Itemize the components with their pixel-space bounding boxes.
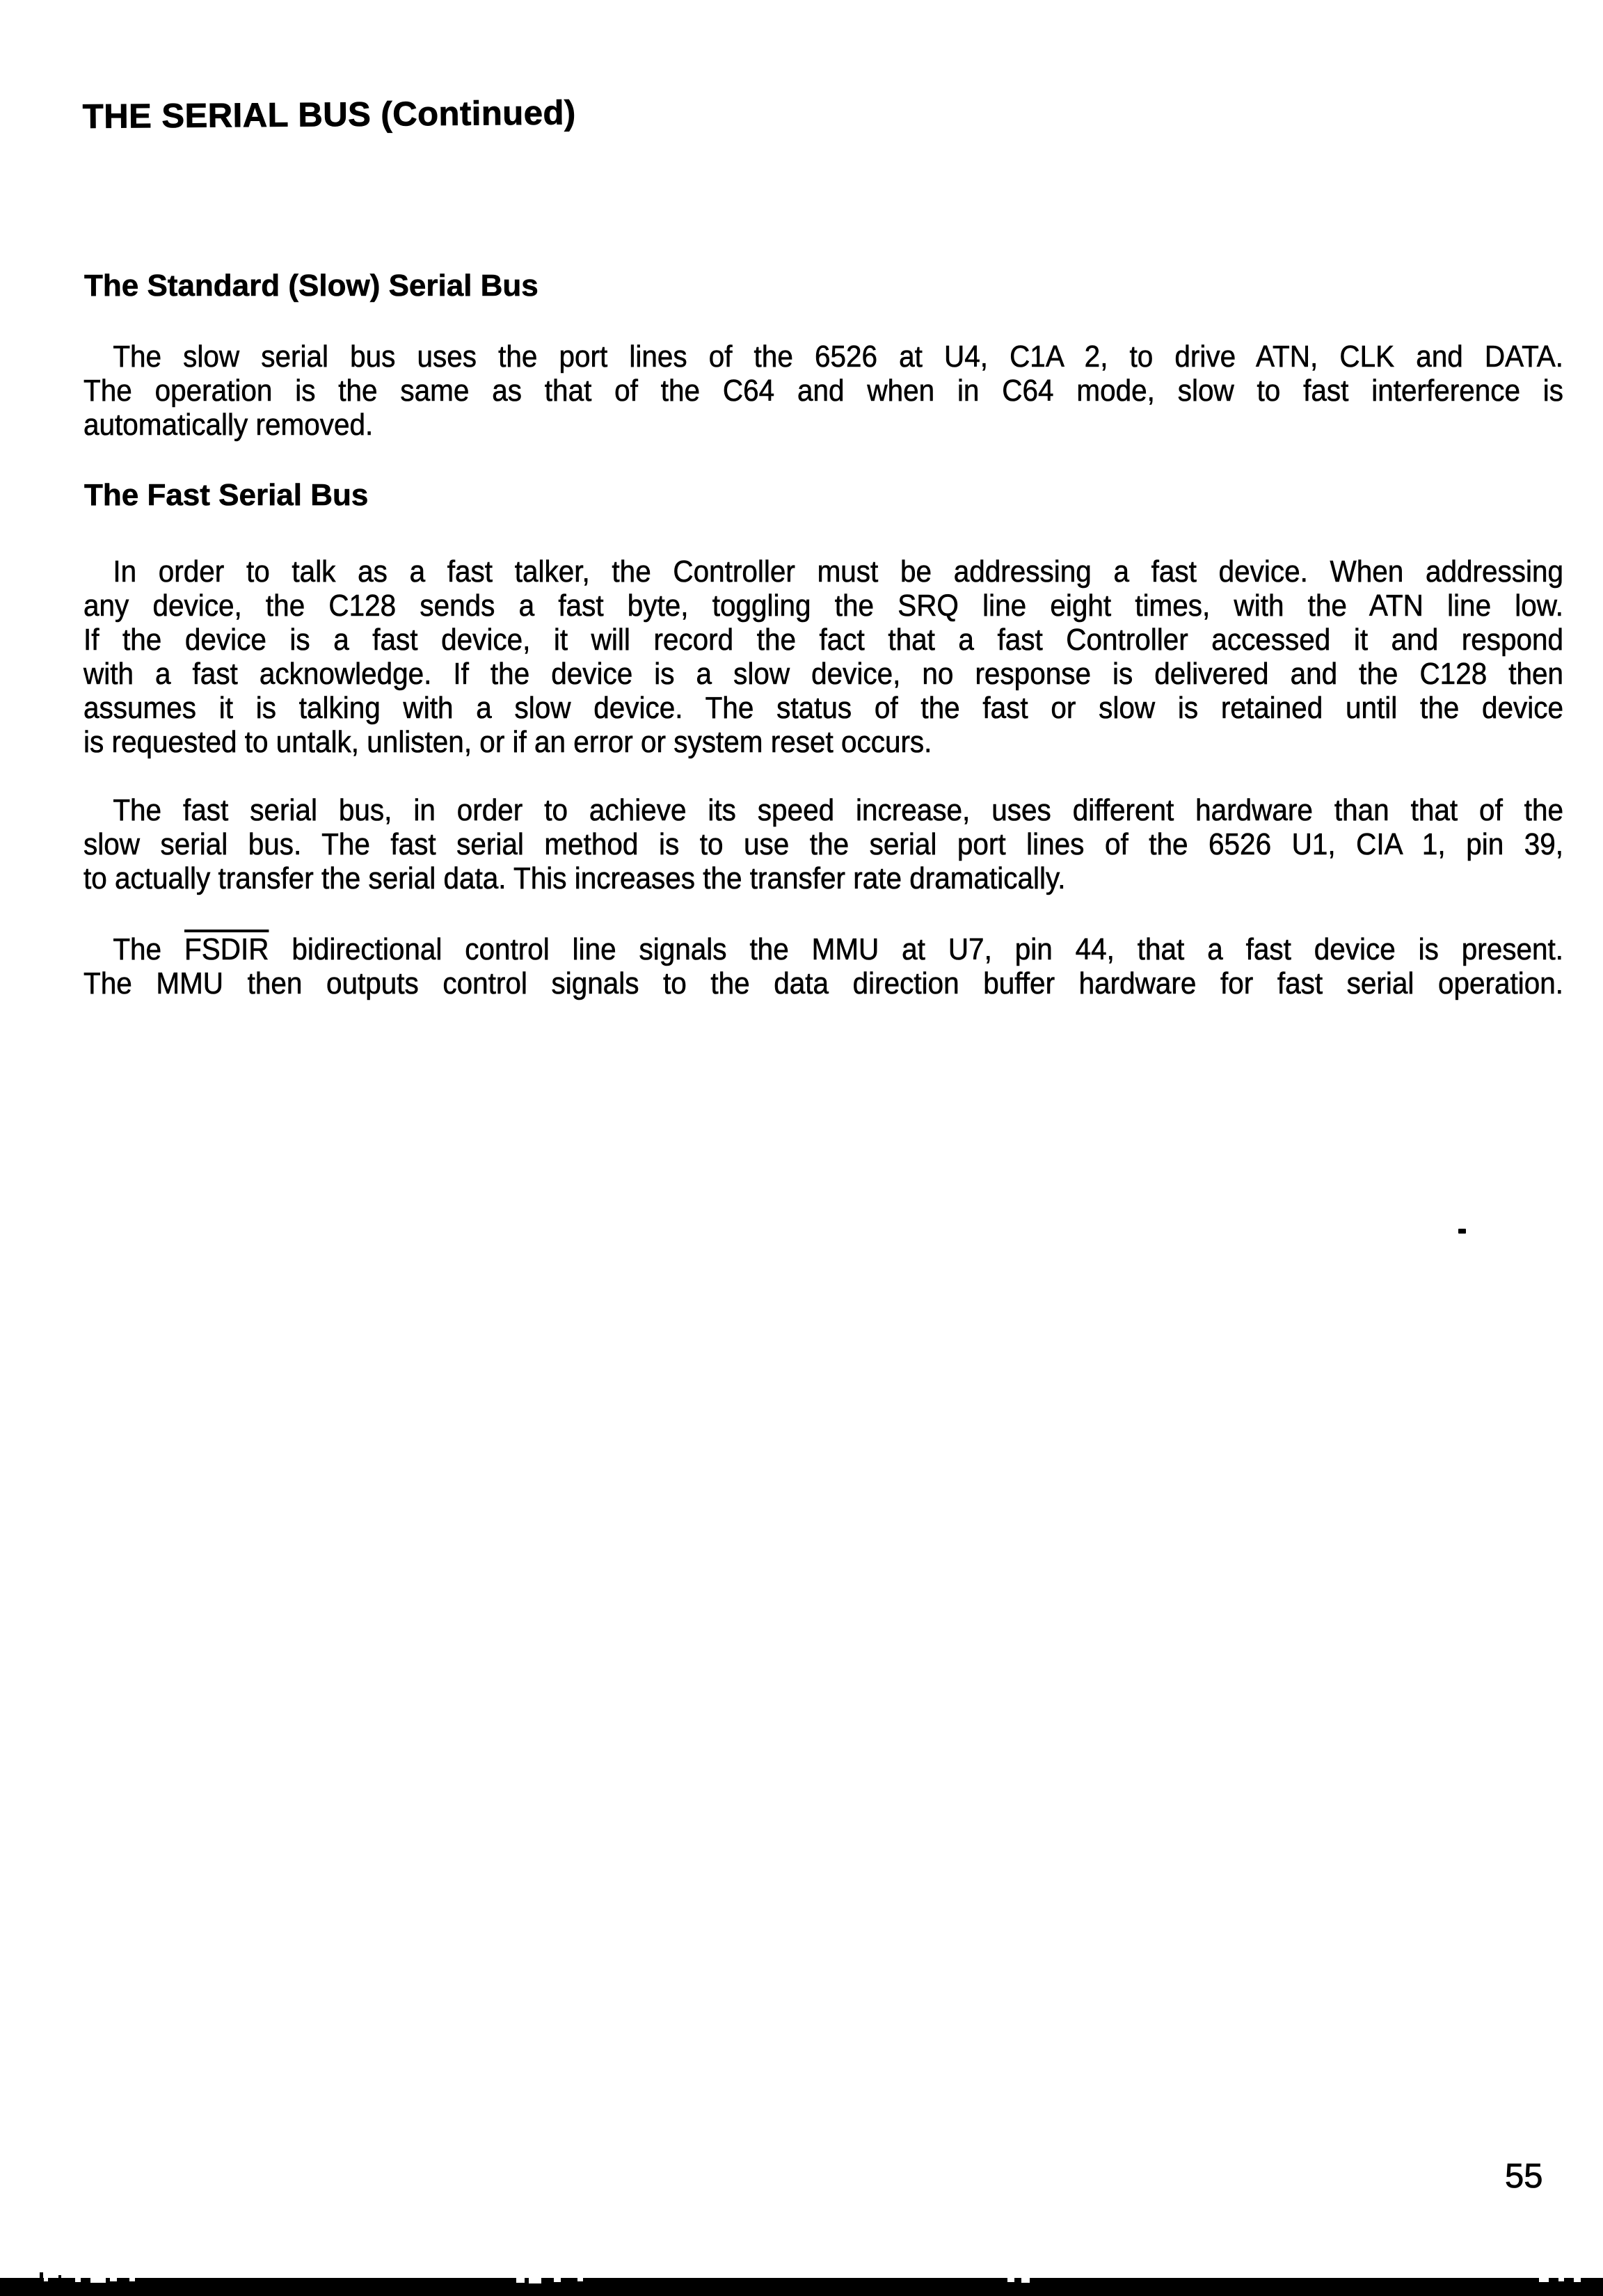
scan-artifact — [1021, 2278, 1030, 2283]
scan-artifact — [44, 2278, 48, 2281]
ink-speck — [1458, 1229, 1466, 1234]
text-line: is requested to untalk, unlisten, or if an error or system reset occurs. — [83, 725, 932, 759]
scan-artifact — [58, 2275, 61, 2279]
paragraph — [83, 932, 1563, 1000]
text-line: In order to talk as a fast talker, the Controller must be addressing a fast device. When addressing — [113, 555, 1564, 589]
scan-artifact — [577, 2278, 583, 2281]
scan-artifact — [1558, 2278, 1564, 2281]
scan-artifact — [554, 2278, 561, 2282]
section-heading-standard-slow-serial-bus: The Standard (Slow) Serial Bus — [84, 269, 539, 303]
paragraph — [83, 793, 1563, 895]
page-number: 55 — [1505, 2158, 1543, 2195]
page-title: THE SERIAL BUS (Continued) — [82, 94, 576, 136]
text-segment: The — [113, 932, 162, 966]
text-line: automatically removed. — [83, 408, 374, 442]
scan-artifact — [516, 2278, 525, 2283]
section-heading-fast-serial-bus: The Fast Serial Bus — [84, 478, 369, 512]
scan-artifact — [75, 2278, 81, 2282]
text-line: with a fast acknowledge. If the device is a slow device, no response is delivered and the C128 then — [83, 657, 1564, 691]
scan-artifact — [529, 2278, 541, 2283]
text-line: The MMU then outputs control signals to the data direction buffer hardware for fast serial operation. — [83, 966, 1564, 1000]
paragraph — [83, 555, 1563, 759]
text-line: The operation is the same as that of the C64 and when in C64 mode, slow to fast interference is — [83, 374, 1564, 408]
paragraph — [83, 340, 1563, 442]
text-line: to actually transfer the serial data. This increases the transfer rate dramatically. — [83, 861, 1066, 895]
bottom-scan-edge — [0, 2278, 1603, 2296]
text-line — [83, 932, 1563, 966]
fsdir-signal-overline: FSDIR — [184, 932, 269, 966]
text-segment: bidirectional control line signals the MMU at U7, pin 44, that a fast device is present. — [292, 932, 1564, 966]
scan-artifact — [1574, 2278, 1581, 2282]
text-line: assumes it is talking with a slow device. The status of the fast or slow is retained until the device — [83, 691, 1564, 725]
scan-artifact — [1007, 2278, 1014, 2282]
text-line: The fast serial bus, in order to achieve its speed increase, uses different hardware than that of the — [113, 793, 1564, 827]
scan-artifact — [110, 2278, 117, 2281]
scan-artifact — [129, 2278, 135, 2281]
scan-artifact — [90, 2278, 106, 2283]
scan-artifact — [40, 2272, 43, 2278]
scan-artifact — [1539, 2278, 1549, 2282]
text-line: The slow serial bus uses the port lines of the 6526 at U4, C1A 2, to drive ATN, CLK and DATA. — [113, 340, 1564, 374]
text-line: any device, the C128 sends a fast byte, toggling the SRQ line eight times, with the ATN line low. — [83, 589, 1564, 623]
text-line: If the device is a fast device, it will record the fact that a fast Controller accessed it and respond — [83, 623, 1564, 657]
text-line: slow serial bus. The fast serial method is to use the serial port lines of the 6526 U1, CIA 1, pin 39, — [83, 827, 1564, 861]
